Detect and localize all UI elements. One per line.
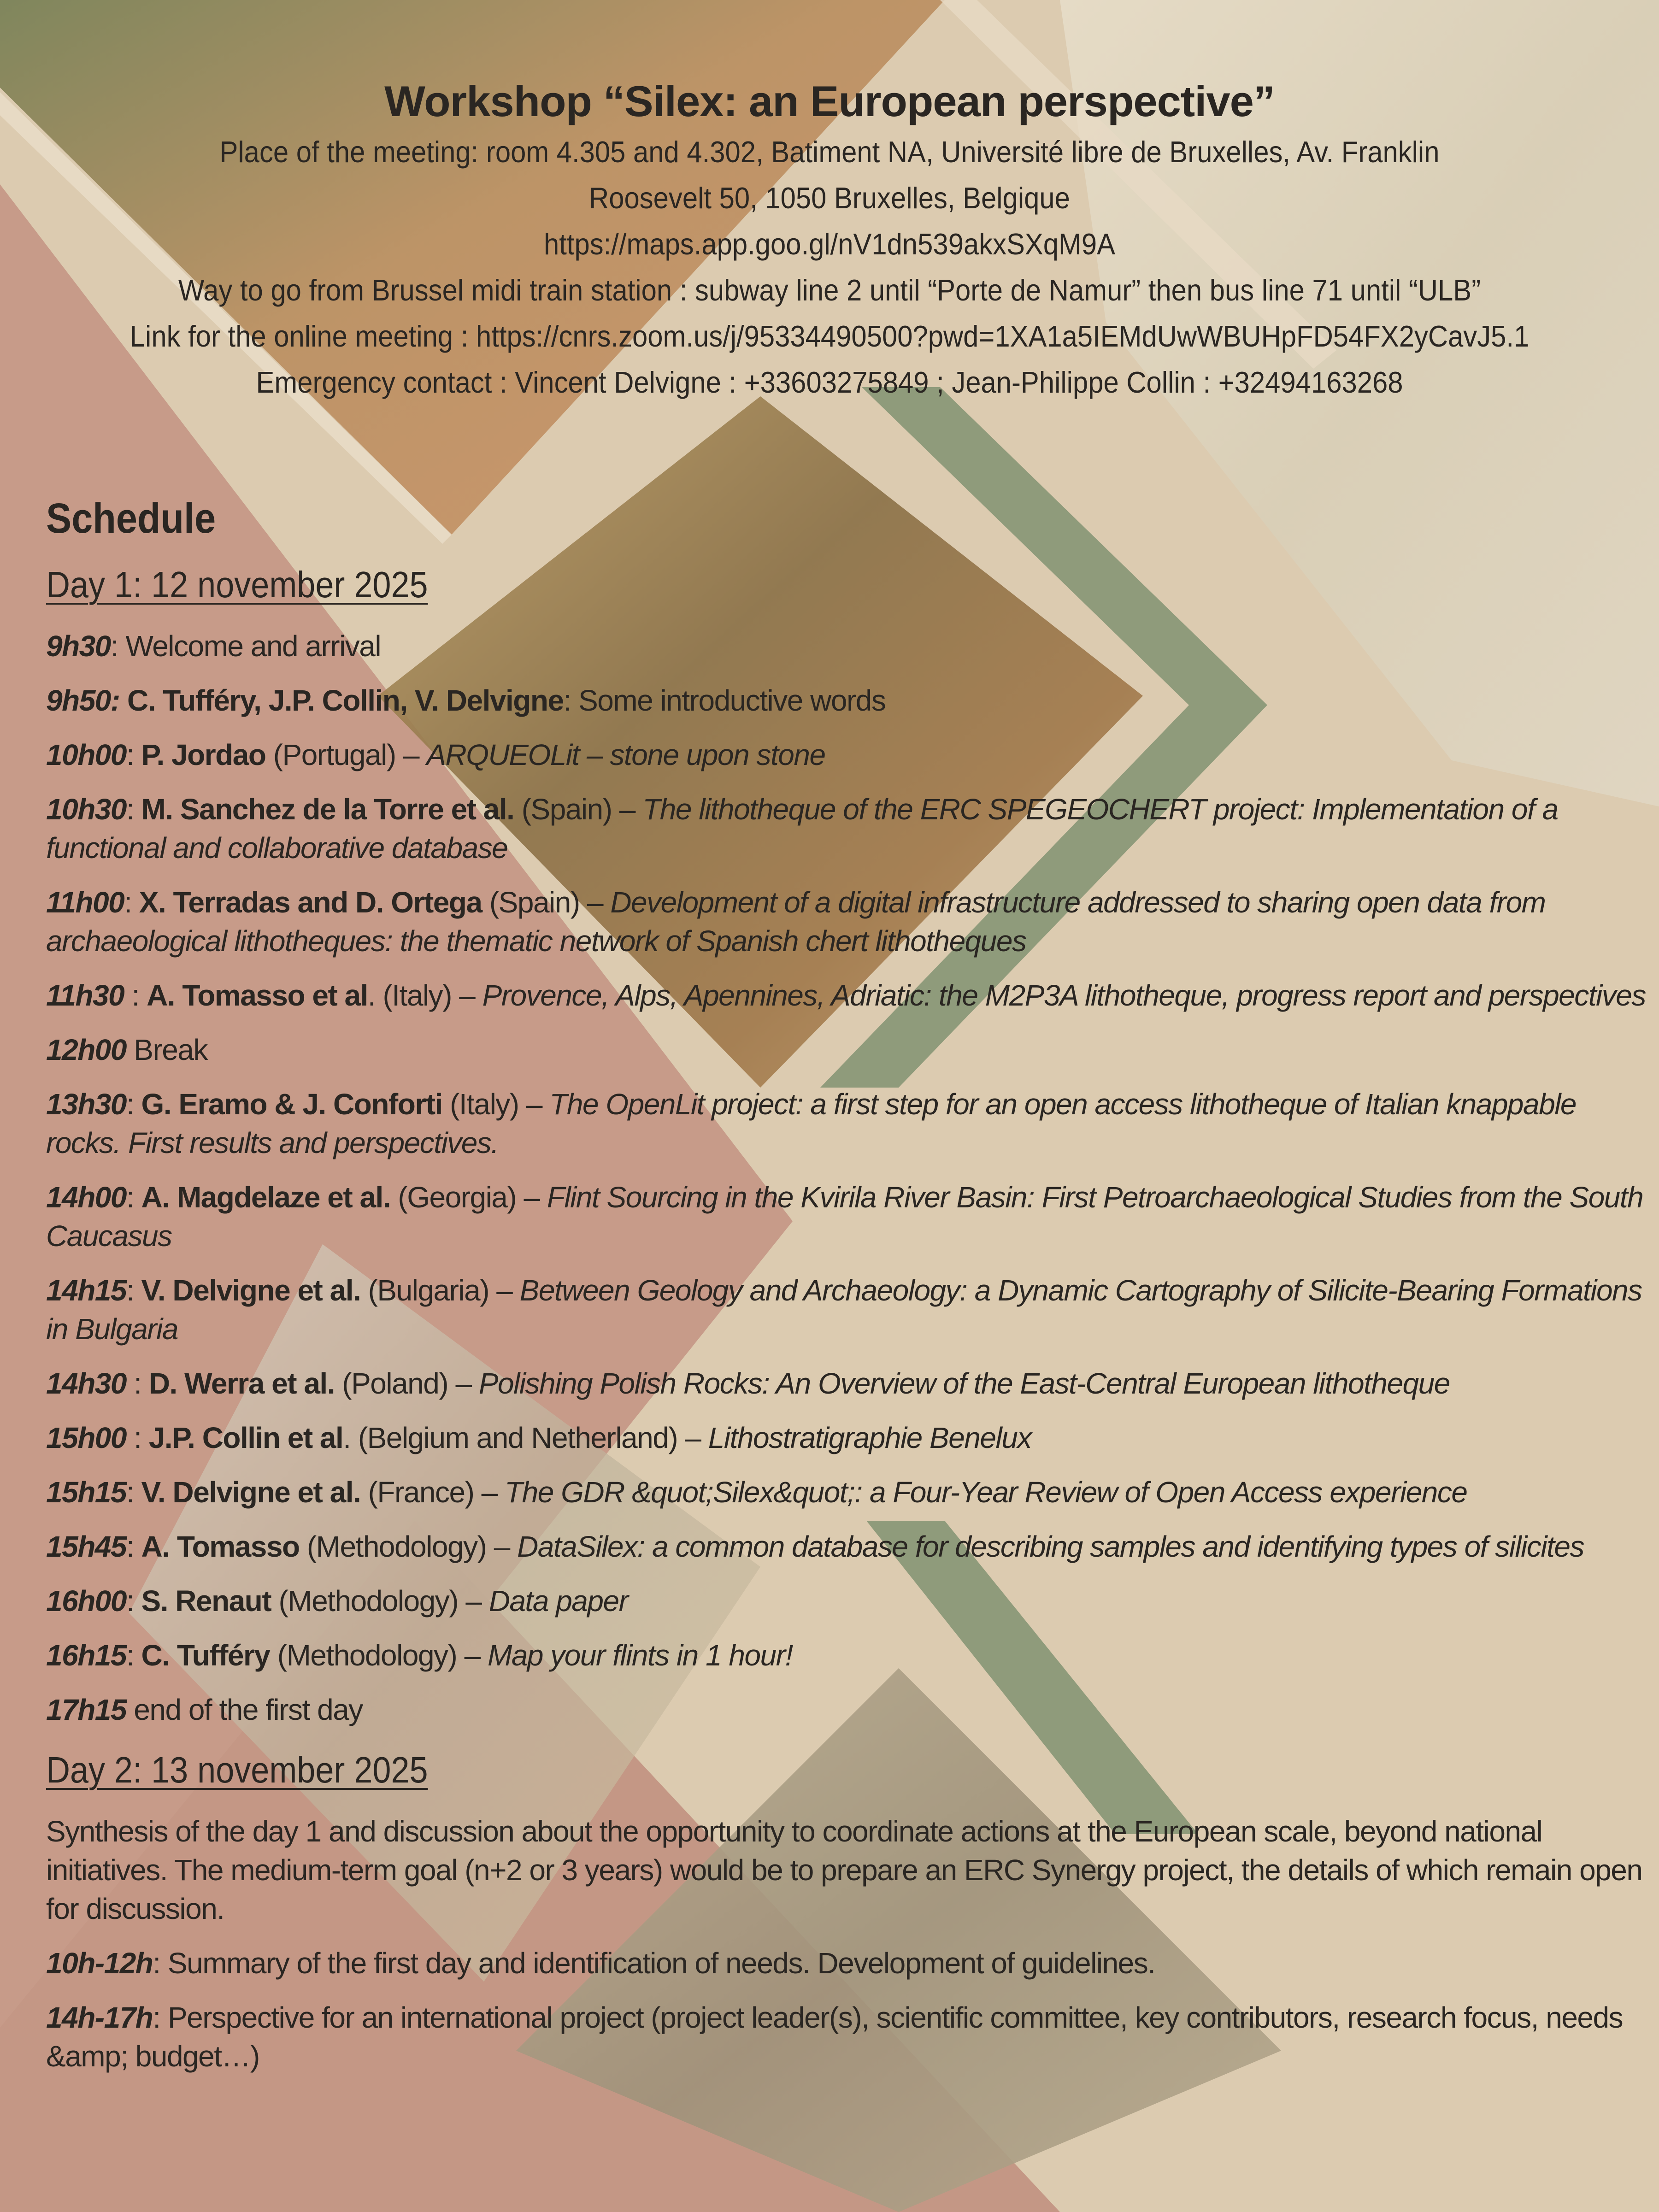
day1-program bbox=[46, 627, 1650, 1729]
item-time: 11h30 bbox=[46, 979, 124, 1012]
schedule-item bbox=[46, 1030, 1650, 1069]
item-talk-title: Polishing Polish Rocks: An Overview of the East-Central European lithotheque bbox=[478, 1367, 1450, 1400]
item-detail: end of the first day bbox=[134, 1693, 363, 1726]
schedule-item bbox=[46, 1998, 1650, 2076]
schedule-item bbox=[46, 883, 1650, 960]
item-separator bbox=[126, 1693, 134, 1726]
item-time: 14h15 bbox=[46, 1274, 126, 1307]
item-time: 15h00 bbox=[46, 1421, 126, 1454]
item-detail: . (Belgium and Netherland) – bbox=[343, 1421, 708, 1454]
item-talk-title: Map your flints in 1 hour! bbox=[488, 1639, 793, 1672]
item-talk-title: The OpenLit project: a first step for an open access lithotheque of Italian knappable rocks. First results and perspectives. bbox=[46, 1088, 1576, 1159]
item-talk-title: ARQUEOLit – stone upon stone bbox=[426, 738, 825, 771]
maps-link[interactable]: https://maps.app.goo.gl/nV1dn539akxSXqM9A bbox=[543, 227, 1116, 261]
item-time: 16h00 bbox=[46, 1584, 126, 1618]
item-time: 11h00 bbox=[46, 886, 124, 919]
schedule-item bbox=[46, 1690, 1650, 1729]
item-separator: : bbox=[126, 1181, 141, 1214]
item-separator: : bbox=[110, 629, 126, 663]
item-detail: (Bulgaria) – bbox=[360, 1274, 520, 1307]
item-talk-title: Development of a digital infrastructure addressed to sharing open data from archaeological lithotheques: the thematic network of Spanish chert lithotheques bbox=[46, 886, 1546, 958]
item-detail: (Methodology) – bbox=[270, 1639, 488, 1672]
page-title: Workshop “Silex: an European perspective” bbox=[384, 77, 1275, 125]
item-separator: : bbox=[126, 1367, 149, 1400]
item-speaker: P. Jordao bbox=[141, 738, 266, 771]
schedule-item bbox=[46, 1085, 1650, 1162]
item-separator: : bbox=[126, 1421, 149, 1454]
item-talk-title: Data paper bbox=[488, 1584, 628, 1618]
item-talk-title: Flint Sourcing in the Kvirila River Basin: First Petroarchaeological Studies from the South Caucasus bbox=[46, 1181, 1643, 1253]
item-detail: (Portugal) – bbox=[265, 738, 427, 771]
schedule-item bbox=[46, 1527, 1650, 1566]
item-time: 12h00 bbox=[46, 1033, 126, 1066]
item-speaker: V. Delvigne et al. bbox=[141, 1274, 361, 1307]
item-talk-title: Between Geology and Archaeology: a Dynamic Cartography of Silicite-Bearing Formations in Bulgaria bbox=[46, 1274, 1642, 1346]
online-meeting-link[interactable]: Link for the online meeting : https://cnrs.zoom.us/j/95334490500?pwd=1XA1a5IEMdUwWBUHpFD54FX2yCavJ5.1 bbox=[129, 319, 1530, 353]
item-talk-title: The lithotheque of the ERC SPEGEOCHERT project: Implementation of a functional and collaborative database bbox=[46, 793, 1558, 865]
item-detail: Welcome and arrival bbox=[125, 629, 381, 663]
schedule-item bbox=[46, 1582, 1650, 1620]
emergency-contact: Emergency contact : Vincent Delvigne : +33603275849 ; Jean-Philippe Collin : +32494163268 bbox=[256, 365, 1403, 399]
item-detail: (France) – bbox=[360, 1476, 505, 1509]
meeting-place-line-1: Place of the meeting: room 4.305 and 4.302, Batiment NA, Université libre de Bruxelles, Av. Franklin bbox=[219, 135, 1440, 169]
item-detail: (Italy) – bbox=[442, 1088, 550, 1121]
item-time: 14h30 bbox=[46, 1367, 126, 1400]
item-separator: : bbox=[126, 738, 141, 771]
item-separator: : bbox=[126, 793, 141, 826]
item-separator: : bbox=[124, 979, 147, 1012]
item-time: 13h30 bbox=[46, 1088, 126, 1121]
item-time: 9h50: bbox=[46, 684, 120, 717]
directions-text: Way to go from Brussel midi train station : subway line 2 until “Porte de Namur” then bus line 71 until “ULB” bbox=[178, 273, 1481, 307]
item-detail: (Poland) – bbox=[334, 1367, 479, 1400]
item-speaker: A. Tomasso et al bbox=[147, 979, 368, 1012]
day1-heading: Day 1: 12 november 2025 bbox=[46, 564, 428, 605]
item-speaker: C. Tufféry bbox=[141, 1639, 270, 1672]
item-talk-title: Provence, Alps, Apennines, Adriatic: the M2P3A lithotheque, progress report and perspectives bbox=[482, 979, 1646, 1012]
meeting-place-line-2: Roosevelt 50, 1050 Bruxelles, Belgique bbox=[589, 181, 1070, 215]
item-speaker: C. Tufféry, J.P. Collin, V. Delvigne bbox=[127, 684, 564, 717]
item-detail: (Methodology) – bbox=[271, 1584, 489, 1618]
item-speaker: S. Renaut bbox=[141, 1584, 271, 1618]
item-separator: : bbox=[126, 1584, 141, 1618]
item-speaker: V. Delvigne et al. bbox=[141, 1476, 361, 1509]
item-detail: (Spain) – bbox=[514, 793, 643, 826]
item-speaker: D. Werra et al. bbox=[148, 1367, 335, 1400]
item-speaker: J.P. Collin et al bbox=[148, 1421, 343, 1454]
item-time: 16h15 bbox=[46, 1639, 126, 1672]
item-separator bbox=[120, 684, 127, 717]
schedule-item bbox=[46, 1364, 1650, 1403]
item-detail: (Methodology) – bbox=[299, 1530, 518, 1563]
item-detail: Break bbox=[134, 1033, 207, 1066]
item-talk-title: The GDR &quot;Silex&quot;: a Four-Year Review of Open Access experience bbox=[505, 1476, 1467, 1509]
schedule-item bbox=[46, 790, 1650, 867]
item-speaker: M. Sanchez de la Torre et al. bbox=[141, 793, 514, 826]
item-speaker: A. Tomasso bbox=[141, 1530, 300, 1563]
schedule-heading: Schedule bbox=[46, 495, 216, 542]
schedule-item bbox=[46, 627, 1650, 665]
day2-heading: Day 2: 13 november 2025 bbox=[46, 1749, 428, 1790]
schedule-item bbox=[46, 1418, 1650, 1457]
item-text: : Summary of the first day and identification of needs. Development of guidelines. bbox=[153, 1947, 1155, 1980]
schedule-section bbox=[46, 484, 1650, 2091]
item-detail: : Some introductive words bbox=[563, 684, 886, 717]
item-detail: (Spain) – bbox=[482, 886, 611, 919]
item-talk-title: Lithostratigraphie Benelux bbox=[708, 1421, 1031, 1454]
header bbox=[0, 74, 1659, 406]
item-separator: : bbox=[124, 886, 139, 919]
item-talk-title: DataSilex: a common database for describing samples and identifying types of silicites bbox=[517, 1530, 1584, 1563]
item-speaker: G. Eramo & J. Conforti bbox=[141, 1088, 442, 1121]
item-time: 15h45 bbox=[46, 1530, 126, 1563]
item-speaker: X. Terradas and D. Ortega bbox=[139, 886, 482, 919]
schedule-item bbox=[46, 1178, 1650, 1255]
item-separator: : bbox=[126, 1530, 141, 1563]
item-time: 14h00 bbox=[46, 1181, 126, 1214]
item-detail: (Georgia) – bbox=[390, 1181, 547, 1214]
item-separator: : bbox=[126, 1088, 141, 1121]
item-time: 10h-12h bbox=[46, 1947, 153, 1980]
item-time: 17h15 bbox=[46, 1693, 126, 1726]
item-time: 10h00 bbox=[46, 738, 126, 771]
schedule-item bbox=[46, 1473, 1650, 1512]
item-text: : Perspective for an international project (project leader(s), scientific committee, key contributors, research focus, needs &amp; budget…) bbox=[46, 2001, 1623, 2073]
item-speaker: A. Magdelaze et al. bbox=[141, 1181, 391, 1214]
item-separator: : bbox=[126, 1639, 141, 1672]
item-detail: . (Italy) – bbox=[367, 979, 482, 1012]
schedule-item bbox=[46, 1944, 1650, 1983]
schedule-item bbox=[46, 681, 1650, 720]
item-separator: : bbox=[126, 1476, 141, 1509]
schedule-item bbox=[46, 1271, 1650, 1348]
day2-synthesis: Synthesis of the day 1 and discussion about the opportunity to coordinate actions at the European scale, beyond national initiatives. The medium-term goal (n+2 or 3 years) would be to prepare an ERC Synergy project, the details of which remain open for discussion. bbox=[46, 1815, 1642, 1925]
schedule-item bbox=[46, 735, 1650, 774]
day2-program bbox=[46, 1944, 1650, 2076]
item-time: 15h15 bbox=[46, 1476, 126, 1509]
item-time: 14h-17h bbox=[46, 2001, 153, 2034]
schedule-item bbox=[46, 1636, 1650, 1675]
item-separator: : bbox=[126, 1274, 141, 1307]
item-time: 10h30 bbox=[46, 793, 126, 826]
item-time: 9h30 bbox=[46, 629, 111, 663]
item-separator bbox=[126, 1033, 134, 1066]
schedule-item bbox=[46, 976, 1650, 1015]
